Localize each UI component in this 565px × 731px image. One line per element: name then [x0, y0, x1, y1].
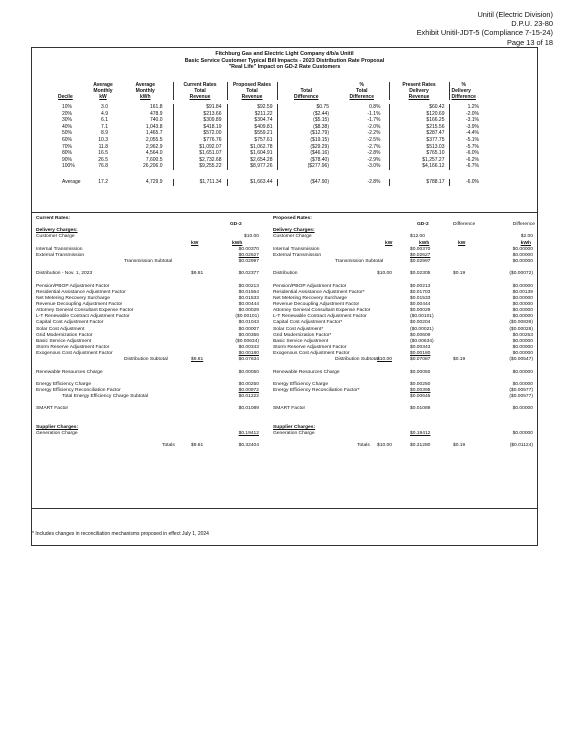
bill-cell: $409.81	[227, 124, 277, 131]
rate-line-difference: $0.00000	[512, 351, 533, 357]
bill-cell: $4,166.12	[389, 163, 449, 170]
proposed-customer-charge-diff: $2.00	[520, 234, 533, 240]
bill-row	[32, 157, 537, 164]
rate-line-label: Grid Modernization Factor	[36, 332, 93, 338]
proposed-ee-label: Energy Efficiency Charge	[273, 381, 329, 387]
bill-cell: $377.75	[389, 137, 449, 144]
bill-cell: 50%	[62, 130, 73, 137]
rate-line-difference: $0.00000	[512, 258, 533, 264]
proposed-ee-subtotal-value: $0.00645	[410, 394, 431, 400]
bill-cell: $2,732.68	[173, 157, 227, 164]
bill-cell: -5.1%	[465, 136, 479, 143]
bill-average-row	[32, 179, 537, 186]
current-ee-subtotal-value: $0.01222	[238, 394, 259, 400]
rate-line-label: Exogenous Cost Adjustment Factor	[36, 351, 113, 357]
rate-line-value: $0.02627	[410, 252, 431, 258]
rate-line-value: $0.00356	[238, 332, 259, 338]
bill-cell: $776.76	[173, 137, 227, 144]
bill-cell: 16.5	[98, 150, 108, 157]
proposed-ee-diff: $0.00000	[512, 381, 533, 387]
document-header	[417, 10, 553, 47]
rate-line-label: Basic Service Adjustment	[273, 338, 329, 344]
bill-row	[32, 144, 537, 151]
rate-line-label: Net Metering Recovery Surcharge	[36, 295, 110, 301]
bill-cell: -6.7%	[465, 163, 479, 170]
proposed-generation-value: $0.19412	[410, 430, 431, 436]
rate-line-label: Residential Assistance Adjustment Factor*	[273, 289, 365, 295]
bill-cell: 8.9	[101, 130, 108, 137]
proposed-distribution-label: Distribution	[273, 271, 298, 277]
bill-cell: -2.7%	[335, 144, 389, 151]
bill-cell: ($78.40)	[310, 156, 329, 163]
current-kw-unit: kW	[191, 240, 199, 246]
rate-line-label: Attorney General Consultant Expense Factor	[273, 308, 371, 314]
bill-row	[32, 150, 537, 157]
rate-line-label: External Transmission	[273, 252, 322, 258]
rate-line-value: ($0.00101)	[235, 314, 259, 320]
bill-cell: -2.8%	[335, 150, 389, 157]
current-renewable-value: $0.00050	[238, 369, 259, 375]
proposed-dist-subtotal-kw-diff: $0.19	[453, 357, 466, 363]
current-rates-title: Current Rates:	[36, 216, 70, 221]
header-exhibit: Exhibit Unitil-JDT-5 (Compliance 7-15-24)	[416, 28, 553, 38]
rate-line-label: Storm Reserve Adjustment Factor	[273, 344, 347, 350]
current-distribution-label: Distribution - Nov. 1, 2023	[36, 271, 93, 277]
title-company: Fitchburg Gas and Electric Light Company d/b/a Unitil	[215, 51, 354, 57]
bill-cell: 4,564.0	[118, 150, 173, 157]
rate-line-difference: $0.00000	[512, 308, 533, 314]
proposed-kw-unit: kW	[385, 240, 393, 246]
rate-line-label: Solar Cost Adjustment	[36, 326, 85, 332]
rate-line-label: L-T Renewable Contract Adjustment Factor	[273, 314, 367, 320]
bill-cell: $1,062.78	[227, 144, 277, 151]
current-gd2-head: GD-2	[230, 222, 242, 228]
current-generation-value: $0.19412	[238, 430, 259, 436]
title-proposal: Basic Service Customer Typical Bill Impacts - 2023 Distribution Rate Proposal	[184, 57, 385, 64]
header-current-revenue: Current Rates Total Revenue	[173, 82, 227, 100]
bill-cell: -2.9%	[335, 157, 389, 164]
bill-cell: ($2.44)	[313, 110, 329, 117]
bill-cell: 0.8%	[335, 104, 389, 111]
bill-cell: 7.1	[101, 123, 108, 130]
bill-row	[32, 137, 537, 144]
bill-cell: $120.69	[389, 111, 449, 118]
bill-cell: ($47.90)	[310, 178, 329, 185]
bill-cell: 70%	[62, 143, 73, 150]
proposed-dist-subtotal-kwh-diff: ($0.00547)	[509, 357, 533, 363]
bill-cell: 4,729.9	[118, 179, 173, 186]
proposed-dist-subtotal-kw: $10.00	[377, 357, 392, 363]
proposed-customer-charge-value: $12.00	[410, 234, 425, 240]
current-distribution-kwh: $0.02377	[238, 271, 259, 277]
bill-cell: 60%	[62, 136, 73, 143]
bill-cell: 76.8	[98, 163, 108, 170]
rate-line-label: Pension/PBOP Adjustment Factor	[36, 283, 110, 289]
header-page-number: Page 13 of 18	[506, 37, 553, 47]
bill-cell: -2.5%	[335, 137, 389, 144]
current-renewable-label: Renewable Resources Charge	[36, 369, 103, 375]
bill-cell: -6.0%	[465, 178, 479, 185]
rate-line-value: $0.01043	[238, 320, 259, 326]
proposed-ee-subtotal-diff: ($0.00577)	[509, 394, 533, 400]
bill-cell: -2.0%	[335, 124, 389, 131]
current-distribution-kw: $9.81	[191, 271, 204, 277]
bill-cell: 1,043.8	[118, 124, 173, 131]
bill-cell: 161.8	[118, 104, 173, 111]
bill-impact-header-row	[32, 82, 537, 100]
current-delivery-head: Delivery Charges:	[36, 228, 78, 234]
proposed-totals-kw-diff: $0.19	[453, 443, 466, 449]
exhibit-frame	[31, 47, 538, 546]
rate-line-label: Internal Transmission	[273, 246, 320, 252]
proposed-smart-value: $0.01089	[410, 406, 431, 412]
proposed-renewable-value: $0.00050	[410, 369, 431, 375]
current-ee-label: Energy Efficiency Charge	[36, 381, 92, 387]
proposed-delivery-head: Delivery Charges:	[273, 228, 315, 234]
rate-line-value: $0.00343	[238, 344, 259, 350]
bill-cell: 20%	[62, 110, 73, 117]
bill-cell: $0.75	[316, 104, 329, 110]
proposed-smart-label: SMART Factor	[273, 406, 306, 412]
current-totals-kw: $9.81	[191, 443, 204, 449]
bill-cell: -3.9%	[465, 123, 479, 130]
current-dist-subtotal-label: Distribution Subtotal	[124, 357, 168, 363]
bill-cell: $287.47	[389, 130, 449, 137]
bill-cell: $1,257.27	[389, 157, 449, 164]
bill-cell: $215.56	[389, 124, 449, 131]
current-generation-label: Generation Charge	[36, 430, 78, 436]
bill-row	[32, 111, 537, 118]
rate-line-label: Transmission Subtotal	[335, 258, 384, 264]
header-present-delivery: Present Rates Delivery Revenue	[389, 82, 449, 100]
rate-line-label: Net Metering Recovery Surcharge	[273, 295, 347, 301]
bill-row	[32, 124, 537, 131]
bill-cell: 100%	[62, 163, 75, 170]
proposed-gd2-head: GD-2	[417, 222, 429, 228]
current-dist-subtotal-kw: $9.81	[191, 357, 204, 363]
bill-cell: -4.4%	[465, 130, 479, 137]
bill-cell: $559.21	[227, 130, 277, 137]
bill-cell: -5.7%	[465, 143, 479, 150]
current-totals-kwh: $0.32404	[238, 443, 259, 449]
rate-line-value: $0.01533	[238, 295, 259, 301]
bill-cell: -2.8%	[335, 179, 389, 186]
rate-line-label: L-T Renewable Contract Adjustment Factor	[36, 314, 130, 320]
current-ee-subtotal-label: Total Energy Efficiency Charge Subtotal	[62, 394, 149, 400]
bill-cell: $1,604.91	[227, 150, 277, 157]
bill-cell: 2,055.5	[118, 137, 173, 144]
bill-cell: 80%	[62, 150, 73, 157]
bill-cell: $1,092.07	[173, 144, 227, 151]
rate-line-label: Revenue Decoupling Adjustment Factor	[273, 301, 360, 307]
rate-line-label: Pension/PBOP Adjustment Factor	[273, 283, 347, 289]
bill-cell: $166.25	[389, 117, 449, 124]
proposed-distribution-kw-diff: $0.19	[453, 271, 466, 277]
header-pct-delivery-difference: % Delivery Difference	[451, 82, 476, 100]
rate-line-label: External Transmission	[36, 252, 85, 258]
current-ee-value: $0.00250	[238, 381, 259, 387]
bill-cell: 90%	[62, 156, 73, 163]
bill-cell: $765.10	[389, 150, 449, 157]
header-company: Unitil (Electric Division)	[477, 10, 553, 19]
proposed-kw-unit-2: kW	[458, 240, 466, 246]
rate-line-value: $0.00180	[238, 351, 259, 357]
rate-line-label: Attorney General Consultant Expense Factor	[36, 308, 134, 314]
rate-line-difference: $0.00000	[512, 314, 533, 320]
bill-cell: ($29.29)	[310, 143, 329, 150]
bill-cell: 1,465.7	[118, 130, 173, 137]
rate-line-value: $0.00343	[410, 344, 431, 350]
rate-line-value: $0.01533	[410, 295, 431, 301]
proposed-distribution-kw: $10.00	[377, 271, 392, 277]
rate-line-label: Revenue Decoupling Adjustment Factor	[36, 301, 123, 307]
proposed-distribution-kwh: $0.02305	[410, 271, 431, 277]
proposed-eerf-label: Energy Efficiency Reconciliation Factor*	[273, 387, 360, 393]
rate-line-label: Exogenous Cost Adjustment Factor	[273, 351, 350, 357]
bill-cell: -1.1%	[335, 111, 389, 118]
header-proposed-revenue: Proposed Rates Total Revenue	[227, 82, 277, 100]
current-eerf-label: Energy Efficiency Reconciliation Factor	[36, 387, 121, 393]
rate-line-value: $0.00007	[238, 326, 259, 332]
proposed-rates-title: Proposed Rates:	[273, 216, 312, 221]
rate-line-label: Capital Cost Adjustment Factor*	[273, 320, 343, 326]
rate-line-label: Residential Assistance Adjustment Factor	[36, 289, 126, 295]
bill-cell: $418.19	[173, 124, 227, 131]
bill-row	[32, 104, 537, 111]
rate-line-value: $0.00204	[410, 320, 431, 326]
rate-line-value: ($0.00021)	[410, 326, 434, 332]
proposed-totals-kw: $10.00	[377, 443, 392, 449]
proposed-kwh-unit-2: kWh	[520, 240, 531, 246]
rate-line-value: $0.02997	[410, 258, 431, 264]
rate-line-value: $0.02627	[238, 252, 259, 258]
proposed-totals-kwh: $0.31280	[410, 443, 431, 449]
bill-cell: -1.7%	[335, 117, 389, 124]
bill-row	[32, 163, 537, 170]
header-pct-total-difference: % Total Difference	[335, 82, 389, 100]
rate-line-value: $0.00213	[238, 283, 259, 289]
rate-line-label: Solar Cost Adjustment*	[273, 326, 324, 332]
bill-cell: $2,654.28	[227, 157, 277, 164]
proposed-difference-head-2: Difference	[512, 222, 535, 228]
bill-cell: 1.2%	[467, 104, 479, 110]
bill-cell: ($12.79)	[310, 130, 329, 137]
rate-line-difference: $0.00253	[512, 332, 533, 338]
bill-cell: -2.0%	[465, 110, 479, 117]
current-customer-charge-value: $10.00	[244, 234, 259, 240]
rate-line-value: $0.01703	[410, 289, 431, 295]
rate-line-label: Storm Reserve Adjustment Factor	[36, 344, 110, 350]
current-smart-value: $0.01089	[238, 406, 259, 412]
bill-cell: $572.00	[173, 130, 227, 137]
bottom-divider	[32, 508, 537, 509]
bill-cell: 4.9	[101, 110, 108, 117]
bill-row	[32, 117, 537, 124]
proposed-renewable-diff: $0.00000	[512, 369, 533, 375]
bill-cell: $513.03	[389, 144, 449, 151]
title-impact: "Real Life" Impact on GD-2 Rate Customers	[228, 64, 341, 71]
current-kwh-unit: kWh	[232, 240, 243, 246]
rate-line-difference: $0.00000	[512, 295, 533, 301]
header-avg-kw: Average Monthly kW	[93, 82, 113, 100]
bill-cell: -3.1%	[465, 117, 479, 124]
bill-cell: 17.2	[98, 178, 108, 185]
current-rates-block	[36, 216, 281, 449]
bill-cell: -2.2%	[335, 130, 389, 137]
rate-line-value: $0.01564	[238, 289, 259, 295]
bill-cell: 11.8	[98, 143, 108, 150]
bill-cell: $91.84	[173, 104, 227, 111]
proposed-eerf-diff: ($0.00577)	[509, 387, 533, 393]
bill-cell: $304.74	[227, 117, 277, 124]
proposed-dist-subtotal-label: Distribution Subtotal	[335, 357, 379, 363]
proposed-difference-head: Difference	[453, 222, 476, 228]
proposed-eerf-value: $0.00395	[410, 387, 431, 393]
rate-line-difference: $0.00000	[512, 246, 533, 252]
bill-cell: 3.0	[101, 104, 108, 110]
proposed-generation-diff: $0.00000	[512, 430, 533, 436]
rate-line-label: Transmission Subtotal	[124, 258, 173, 264]
bill-cell: 6.1	[101, 117, 108, 124]
bill-cell: $92.59	[227, 104, 277, 111]
rate-line-value: $0.02997	[238, 258, 259, 264]
bill-cell: $60.42	[389, 104, 449, 111]
bill-cell: 26,206.0	[118, 163, 173, 170]
bill-cell: -6.0%	[465, 150, 479, 157]
bill-impact-table	[32, 82, 537, 186]
rate-line-value: ($0.00634)	[410, 338, 434, 344]
bill-cell: $9,255.22	[173, 163, 227, 170]
rate-line-label: Capital Cost Adjustment Factor	[36, 320, 104, 326]
bill-cell: 7,600.5	[118, 157, 173, 164]
proposed-smart-diff: $0.00000	[512, 406, 533, 412]
rate-line-difference: $0.00000	[512, 344, 533, 350]
rate-line-value: $0.00029	[238, 308, 259, 314]
proposed-totals-label: Totals	[357, 443, 370, 449]
bill-cell: -6.2%	[465, 156, 479, 163]
bill-cell: 740.0	[118, 117, 173, 124]
proposed-dist-subtotal-kwh: $0.07087	[410, 357, 431, 363]
header-avg-kwh: Average Monthly kWh	[118, 82, 173, 100]
proposed-customer-charge-label: Customer Charge	[273, 234, 312, 240]
rate-line-value: $0.00029	[410, 308, 431, 314]
bill-cell: Average	[62, 178, 81, 185]
proposed-ee-value: $0.00250	[410, 381, 431, 387]
rate-line-difference: ($0.00028)	[509, 326, 533, 332]
rate-line-value: $0.00370	[410, 246, 431, 252]
bill-cell: $1,651.07	[173, 150, 227, 157]
section-divider	[32, 212, 537, 213]
bill-cell: 10%	[62, 104, 73, 110]
bill-row	[32, 130, 537, 137]
bill-cell: ($19.15)	[310, 136, 329, 143]
rate-line-value: $0.00444	[410, 301, 431, 307]
current-eerf-value: $0.00972	[238, 387, 259, 393]
proposed-kwh-unit: kWh	[419, 240, 430, 246]
bill-cell: 10.3	[98, 136, 108, 143]
bill-cell: 30%	[62, 117, 73, 124]
bill-cell: 2,962.9	[118, 144, 173, 151]
rate-line-label: Internal Transmission	[36, 246, 83, 252]
proposed-distribution-kwh-diff: ($0.00072)	[509, 271, 533, 277]
exhibit-titles	[32, 51, 537, 71]
footnote: * Includes changes in reconciliation mechanisms proposed in effect July 1, 2024	[32, 531, 209, 537]
bill-cell: ($5.15)	[313, 117, 329, 124]
bill-cell: $309.89	[173, 117, 227, 124]
header-total-difference: Total Difference	[294, 88, 319, 100]
rate-line-difference: $0.00000	[512, 252, 533, 258]
bill-cell: 26.5	[98, 156, 108, 163]
current-dist-subtotal-kwh: $0.07634	[238, 357, 259, 363]
bill-cell: $1,711.34	[173, 179, 227, 186]
bill-cell: -3.0%	[335, 163, 389, 170]
rate-line-value: $0.00444	[238, 301, 259, 307]
bill-cell: $788.17	[389, 179, 449, 186]
rate-line-difference: $0.00000	[512, 301, 533, 307]
rate-line-value: $0.00609	[410, 332, 431, 338]
rate-line-value: ($0.00101)	[410, 314, 434, 320]
proposed-totals-kwh-diff: ($0.01124)	[509, 443, 533, 449]
bill-cell: $213.66	[173, 111, 227, 118]
bill-cell: 478.9	[118, 111, 173, 118]
rate-line-label: Basic Service Adjustment	[36, 338, 92, 344]
bill-cell: ($277.96)	[307, 163, 329, 170]
bill-cell: 40%	[62, 123, 73, 130]
bill-cell: $8,977.26	[227, 163, 277, 170]
bill-cell: $211.22	[227, 111, 277, 118]
bill-cell: ($8.38)	[313, 123, 329, 130]
rate-line-difference: $0.00000	[512, 283, 533, 289]
rate-line-value: $0.00180	[410, 351, 431, 357]
proposed-renewable-label: Renewable Resources Charge	[273, 369, 340, 375]
rate-line-value: $0.00370	[238, 246, 259, 252]
current-totals-label: Totals	[162, 443, 175, 449]
current-supplier-head: Supplier Charges:	[36, 424, 79, 430]
header-decile: Decile	[58, 94, 73, 100]
rate-line-value: ($0.00634)	[235, 338, 259, 344]
rate-line-difference: ($0.00839)	[509, 320, 533, 326]
current-customer-charge-label: Customer Charge	[36, 234, 75, 240]
proposed-rates-block	[273, 216, 535, 449]
rate-line-difference: $0.00000	[512, 338, 533, 344]
rate-line-difference: $0.00139	[512, 289, 533, 295]
proposed-generation-label: Generation Charge	[273, 430, 315, 436]
rate-line-value: $0.00213	[410, 283, 431, 289]
proposed-supplier-head: Supplier Charges:	[273, 424, 316, 430]
rate-line-label: Grid Modernization Factor*	[273, 332, 332, 338]
current-smart-label: SMART Factor	[36, 406, 69, 412]
bill-cell: $1,663.44	[227, 179, 277, 186]
header-docket: D.P.U. 23-80	[511, 19, 553, 29]
bill-cell: ($46.16)	[310, 150, 329, 157]
bill-cell: $757.61	[227, 137, 277, 144]
